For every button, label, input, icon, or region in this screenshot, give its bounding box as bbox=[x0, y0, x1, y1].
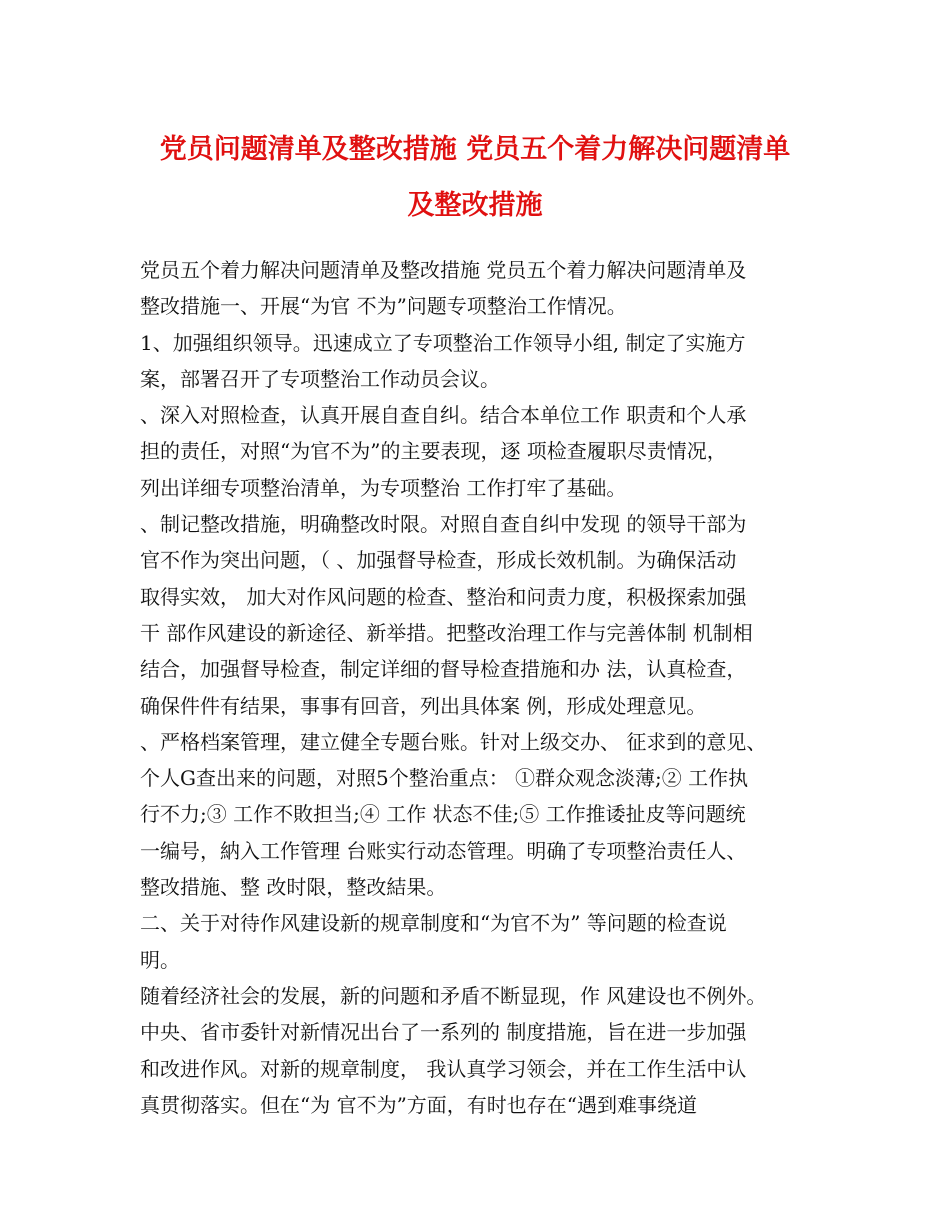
body-line: 结合，加强督导检查，制定详细的督导检查措施和办 法，认真检查， bbox=[140, 657, 747, 682]
body-line: 二、关于对待作风建设新的规章制度和“为官不为” 等问题的检查说 bbox=[140, 911, 727, 936]
document-title bbox=[100, 122, 850, 234]
body-line: 担的责任，对照“为官不为”的主要表现，逐 项检查履职尽责情况， bbox=[140, 439, 727, 464]
document-body bbox=[140, 252, 830, 1123]
body-line: 官不作为突出问题，（ 、加强督导检查，形成长效机制。为确保活动 bbox=[140, 548, 737, 573]
body-line: 一编号，納入工作管理 台账实行动态管理。明确了专项整治责任人、 bbox=[140, 838, 747, 863]
body-line: 中央、省市委针对新情况出台了一系列的 制度措施，旨在进一步加强 bbox=[140, 1020, 747, 1045]
body-line: 案，部署召开了专项整治工作动员会议。 bbox=[140, 366, 500, 391]
title-line: 及整改措施 bbox=[407, 190, 543, 221]
body-line: 真贯彻落实。但在“为 官不为”方面，有时也存在“遇到难事绕道 bbox=[140, 1092, 698, 1117]
body-line: 、制记整改措施，明确整改时限。对照自查自纠中发现 的领导干部为 bbox=[140, 512, 747, 537]
body-line: 个人G查出来的问题，对照5个整治重点： ①群众观念淡薄;② 工作执 bbox=[140, 766, 749, 791]
body-line: 、严格档案管理，建立健全专题台账。针对上级交办、 征求到的意见、 bbox=[140, 729, 767, 754]
body-line: 1、加强组织领导。迅速成立了专项整治工作领导小组, 制定了实施方 bbox=[140, 330, 746, 355]
body-line: 党员五个着力解决问题清单及整改措施 党员五个着力解决问题清单及 bbox=[140, 258, 747, 282]
body-line: 整改措施一、开展“为官 不为”问题专项整治工作情况。 bbox=[140, 294, 627, 319]
body-line: 和改进作风。对新的规章制度， 我认真学习领会，并在工作生活中认 bbox=[140, 1056, 747, 1081]
body-line: 取得实效， 加大对作风问题的检查、整治和问责力度，积极探索加强 bbox=[140, 584, 747, 609]
body-line: 干 部作风建设的新途径、新举措。把整改治理工作与完善体制 机制相 bbox=[140, 620, 753, 645]
title-line: 党员问题清单及整改措施 党员五个着力解决问题清单 bbox=[159, 134, 791, 165]
body-line: 明。 bbox=[140, 947, 180, 972]
body-line: 确保件件有结果，事事有回音，列出具体案 例，形成处理意见。 bbox=[140, 693, 707, 718]
body-line: 整改措施、整 改时限，整改結果。 bbox=[140, 875, 447, 900]
body-line: 随着经济社会的发展，新的问题和矛盾不断显现，作 风建设也不例外。 bbox=[140, 983, 767, 1008]
body-line: 行不力;③ 工作不敗担当;④ 工作 状态不佳;⑤ 工作推诿扯皮等问题统 bbox=[140, 802, 746, 827]
body-line: 、深入对照检查，认真开展自查自纠。结合本单位工作 职责和个人承 bbox=[140, 403, 747, 428]
body-line: 列出详细专项整治清单，为专项整治 工作打牢了基础。 bbox=[140, 475, 627, 500]
